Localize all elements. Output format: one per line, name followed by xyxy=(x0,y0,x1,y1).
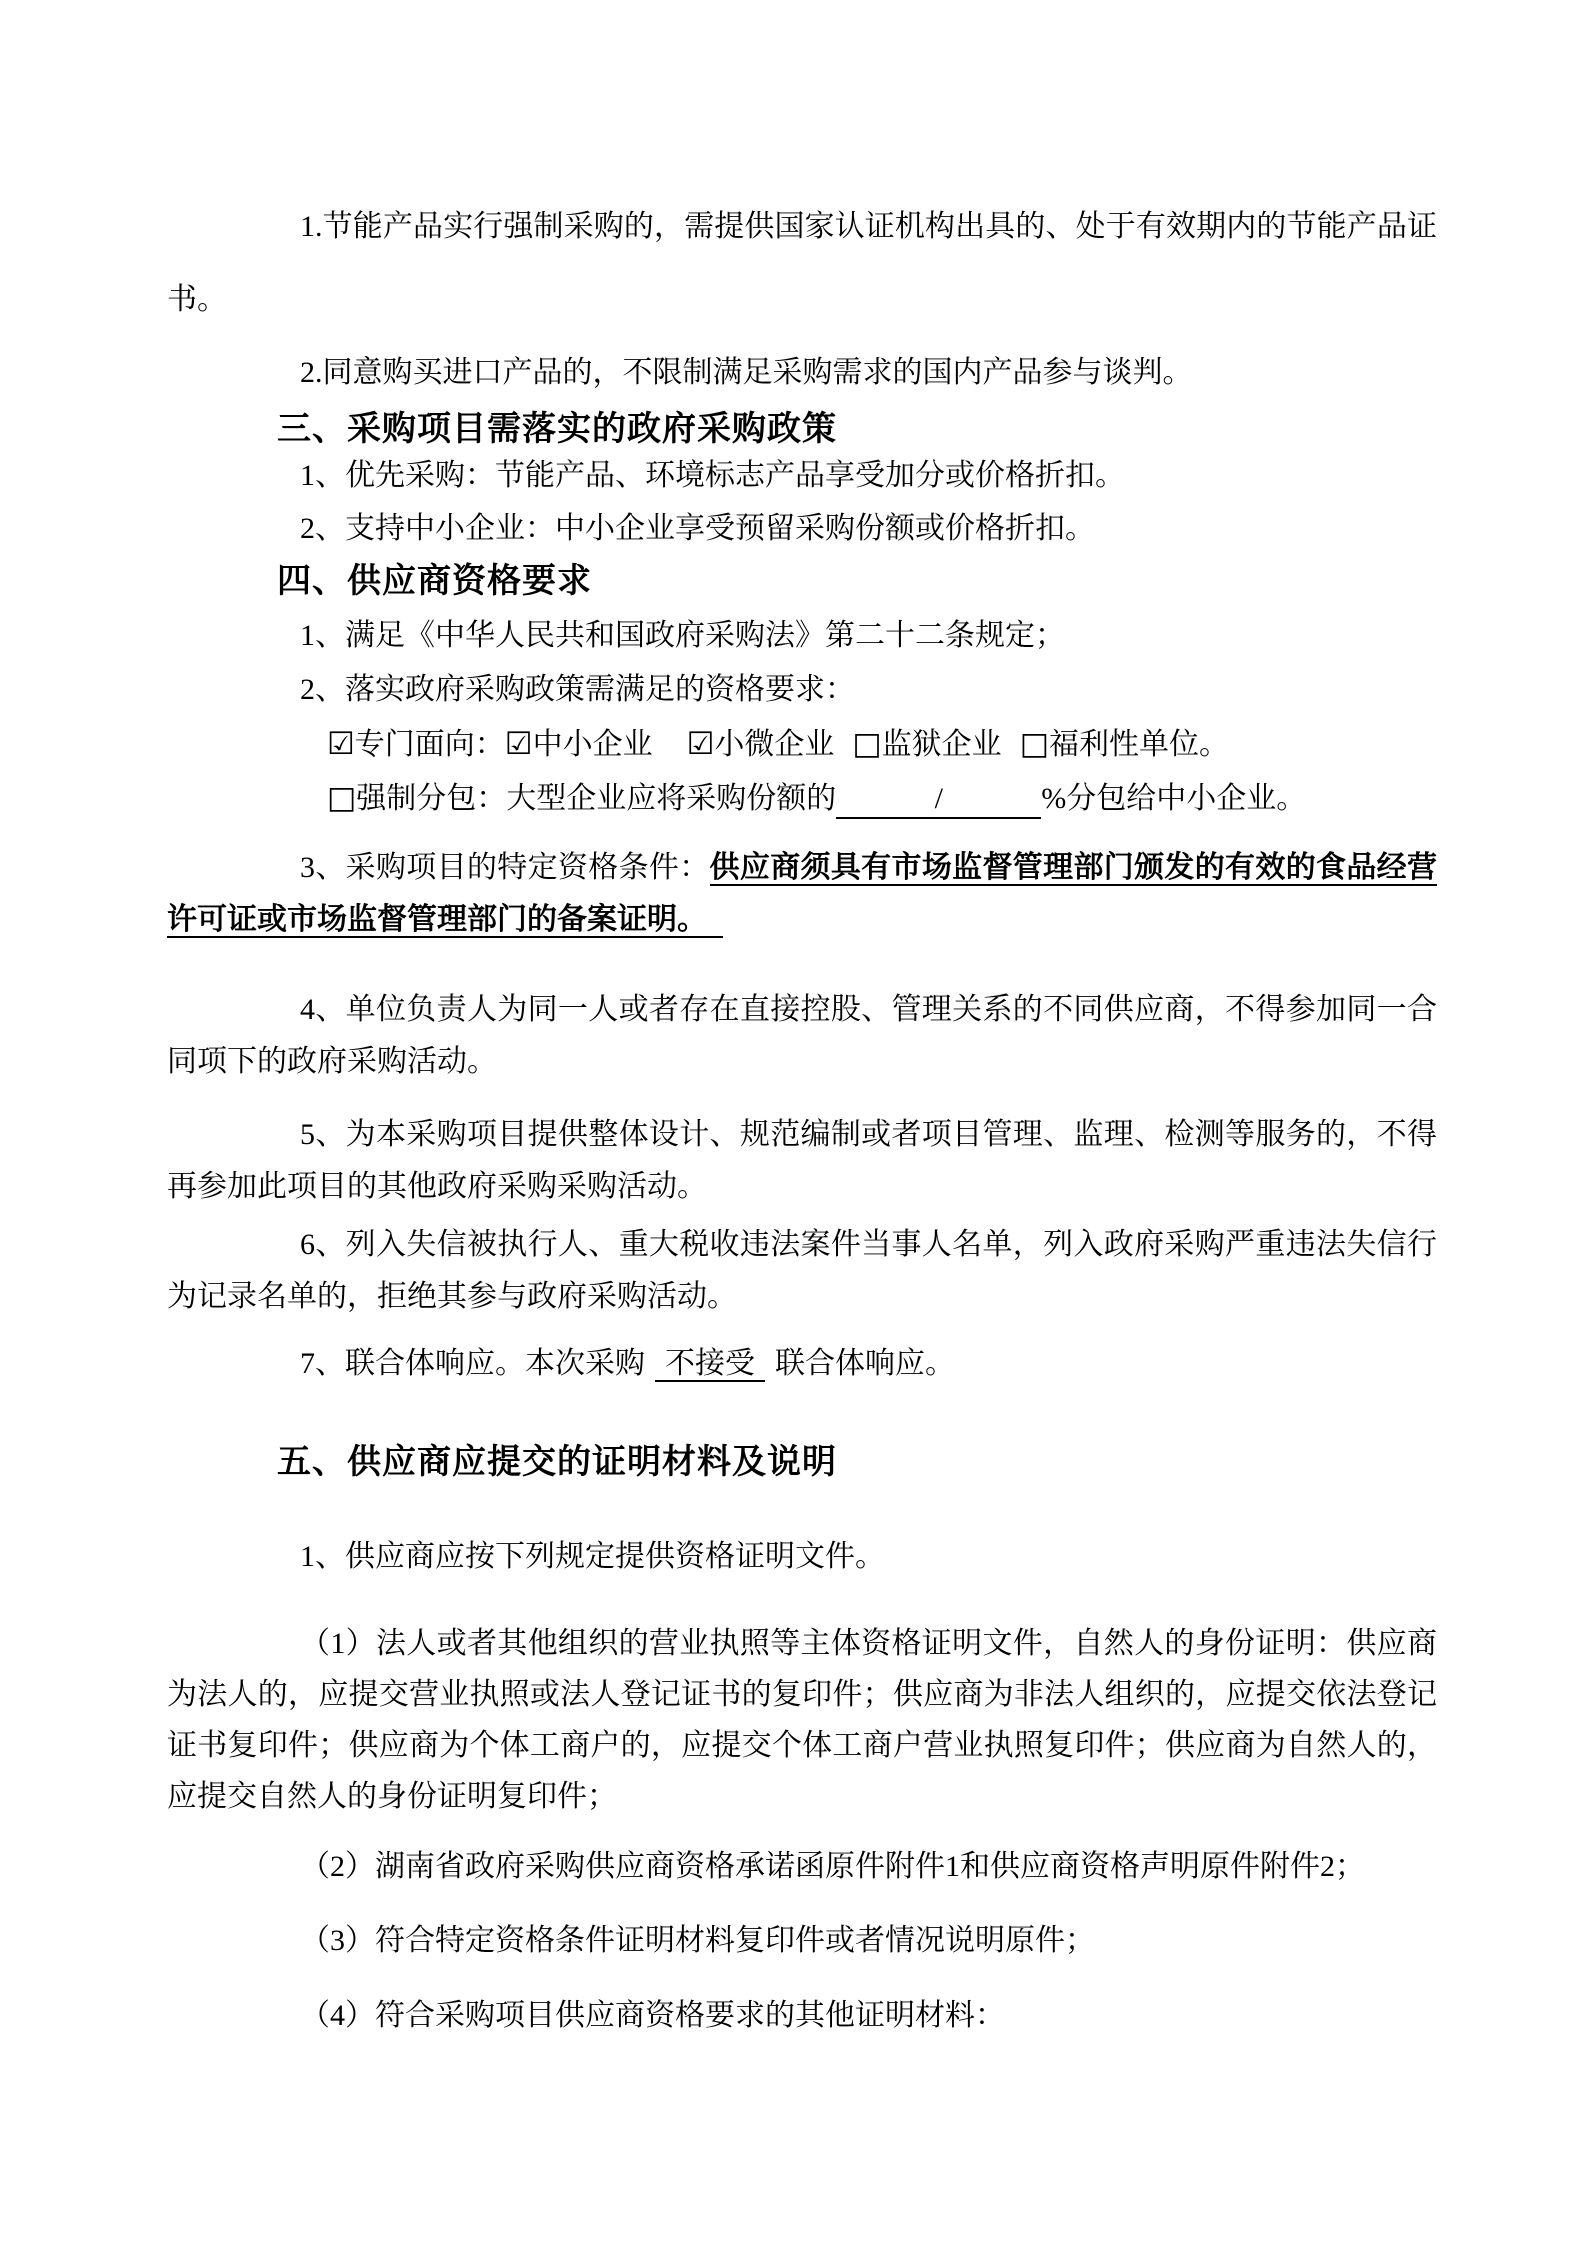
section5-sub-3: （3）符合特定资格条件证明材料复印件或者情况说明原件； xyxy=(300,1924,1095,1957)
checkbox-unchecked-icon: □ xyxy=(1019,726,1049,762)
item3-special-condition: 供应商须具有市场监督管理部门颁发的有效的食品经营许可证或市场监督管理部门的备案证明。 xyxy=(167,851,1438,936)
section4-item-6: 6、列入失信被执行人、重大税收违法案件当事人名单，列入政府采购严重违法失信行为记录名单的，拒绝其参与政府采购活动。 xyxy=(167,1228,1437,1313)
checkbox-checked-icon: ☑ xyxy=(504,726,533,762)
option-label-smes: 中小企业 xyxy=(532,728,653,761)
intro-paragraph-2: 2.同意购买进口产品的，不限制满足采购需求的国内产品参与谈判。 xyxy=(300,356,1193,389)
section4-item-5: 5、为本采购项目提供整体设计、规范编制或者项目管理、监理、检测等服务的，不得再参加此项目的其他政府采购采购活动。 xyxy=(167,1118,1437,1203)
checkbox-unchecked-icon: □ xyxy=(852,726,882,762)
section4-heading: 四、供应商资格要求 xyxy=(277,562,592,600)
subcontract-line xyxy=(167,772,1437,825)
checkbox-unchecked-icon: □ xyxy=(327,780,357,816)
section4-item-4: 4、单位负责人为同一人或者存在直接控股、管理关系的不同供应商，不得参加同一合同项下的政府采购活动。 xyxy=(167,993,1437,1078)
section3-item-2: 2、支持中小企业：中小企业享受预留采购份额或价格折扣。 xyxy=(300,512,1095,545)
checkbox-checked-icon: ☑ xyxy=(686,726,715,762)
item3-prefix: 3、采购项目的特定资格条件： xyxy=(300,851,710,884)
subcontract-prefix: 强制分包：大型企业应将采购份额的 xyxy=(356,782,837,815)
intro-paragraph-1: 1.节能产品实行强制采购的，需提供国家认证机构出具的、处于有效期内的节能产品证书。 xyxy=(167,210,1437,316)
subcontract-suffix: %分包给中小企业。 xyxy=(1041,782,1307,815)
section3-heading: 三、采购项目需落实的政府采购政策 xyxy=(277,410,837,448)
item7-suffix: 联合体响应。 xyxy=(775,1347,955,1380)
section4-item-7 xyxy=(167,1337,1437,1390)
section4-item-3 xyxy=(167,842,1437,946)
option-label-micro: 小微企业 xyxy=(714,728,835,761)
checkbox-checked-icon: ☑ xyxy=(327,726,355,762)
section5-item-1: 1、供应商应按下列规定提供资格证明文件。 xyxy=(300,1540,885,1573)
section3-item-1: 1、优先采购：节能产品、环境标志产品享受加分或价格折扣。 xyxy=(300,459,1125,492)
section5-heading: 五、供应商应提交的证明材料及说明 xyxy=(277,1443,837,1481)
section5-sub-2: （2）湖南省政府采购供应商资格承诺函原件附件1和供应商资格声明原件附件2； xyxy=(300,1850,1365,1883)
item7-prefix: 7、联合体响应。本次采购 xyxy=(300,1347,645,1380)
item7-not-accepted: 不接受 xyxy=(655,1347,765,1382)
subcontract-blank-value: / xyxy=(934,782,943,815)
option-label-welfare: 福利性单位。 xyxy=(1048,728,1229,761)
option-label-prison: 监狱企业 xyxy=(881,728,1002,761)
section4-item-2: 2、落实政府采购政策需满足的资格要求： xyxy=(300,673,855,706)
section5-sub-4: （4）符合采购项目供应商资格要求的其他证明材料： xyxy=(300,1999,1005,2032)
special-oriented-label: 专门面向： xyxy=(354,728,505,761)
special-oriented-line xyxy=(167,718,1437,771)
section5-sub-1: （1）法人或者其他组织的营业执照等主体资格证明文件，自然人的身份证明：供应商为法人的，应提交营业执照或法人登记证书的复印件；供应商为非法人组织的，应提交依法登记证书复印件；供应商为个体工商户的，应提交个体工商户营业执照复印件；供应商为自然人的，应提交自然人的身份证明复印件； xyxy=(167,1627,1437,1813)
section4-item-1: 1、满足《中华人民共和国政府采购法》第二十二条规定； xyxy=(300,619,1065,652)
subcontract-blank-field xyxy=(836,781,1041,819)
